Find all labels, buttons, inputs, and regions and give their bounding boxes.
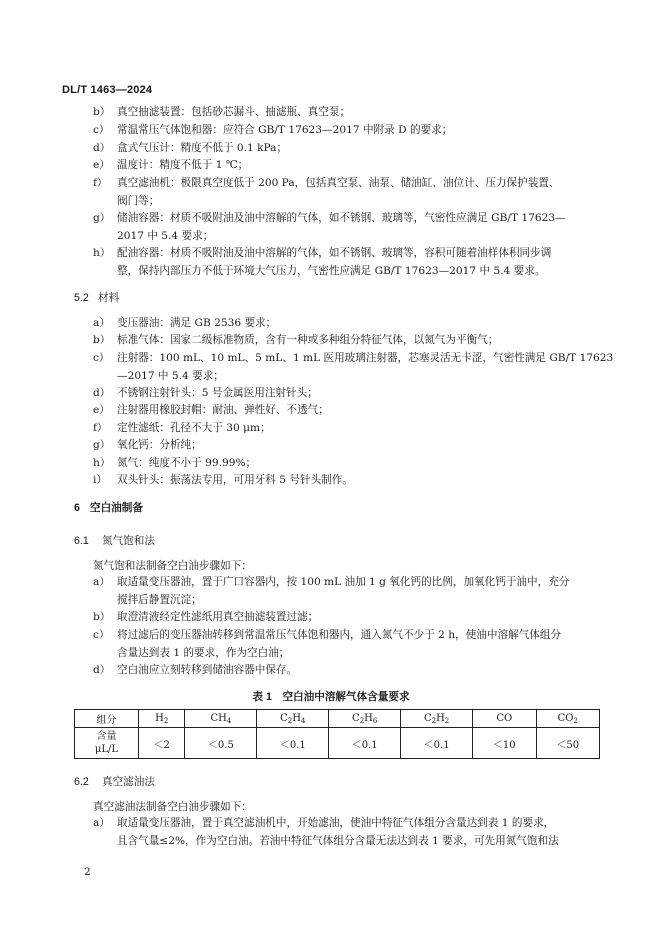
value-co: ＜10 bbox=[473, 728, 536, 759]
gas-ch4: $CH_4$ bbox=[185, 710, 257, 728]
document-code: DL/T 1463—2024 bbox=[62, 84, 153, 96]
table-row-content bbox=[75, 728, 600, 759]
gas-co: CO bbox=[473, 710, 536, 728]
value-c2h6: ＜0.1 bbox=[329, 728, 401, 759]
value-c2h4: ＜0.1 bbox=[257, 728, 329, 759]
row-header-component: 组分 bbox=[75, 710, 139, 728]
gas-h2: $H_2$ bbox=[139, 710, 185, 728]
gas-c2h2: $C_2H_2$ bbox=[401, 710, 473, 728]
value-h2: ＜2 bbox=[139, 728, 185, 759]
value-ch4: ＜0.5 bbox=[185, 728, 257, 759]
gas-c2h4: $C_2H_4$ bbox=[257, 710, 329, 728]
gas-content-table bbox=[74, 709, 600, 759]
table-row-components bbox=[75, 710, 600, 728]
gas-co2: $CO_2$ bbox=[536, 710, 600, 728]
row-header-content: 含量 μL/L bbox=[75, 728, 139, 759]
section-intro: 氮气饱和法制备空白油步骤如下： bbox=[93, 560, 252, 572]
table-caption: 表 1 空白油中溶解气体含量要求 bbox=[252, 691, 410, 703]
value-co2: ＜50 bbox=[536, 728, 600, 759]
page-number: 2 bbox=[84, 866, 91, 878]
section-intro: 真空滤油法制备空白油步骤如下： bbox=[93, 801, 252, 813]
gas-c2h6: $C_2H_6$ bbox=[329, 710, 401, 728]
value-c2h2: ＜0.1 bbox=[401, 728, 473, 759]
